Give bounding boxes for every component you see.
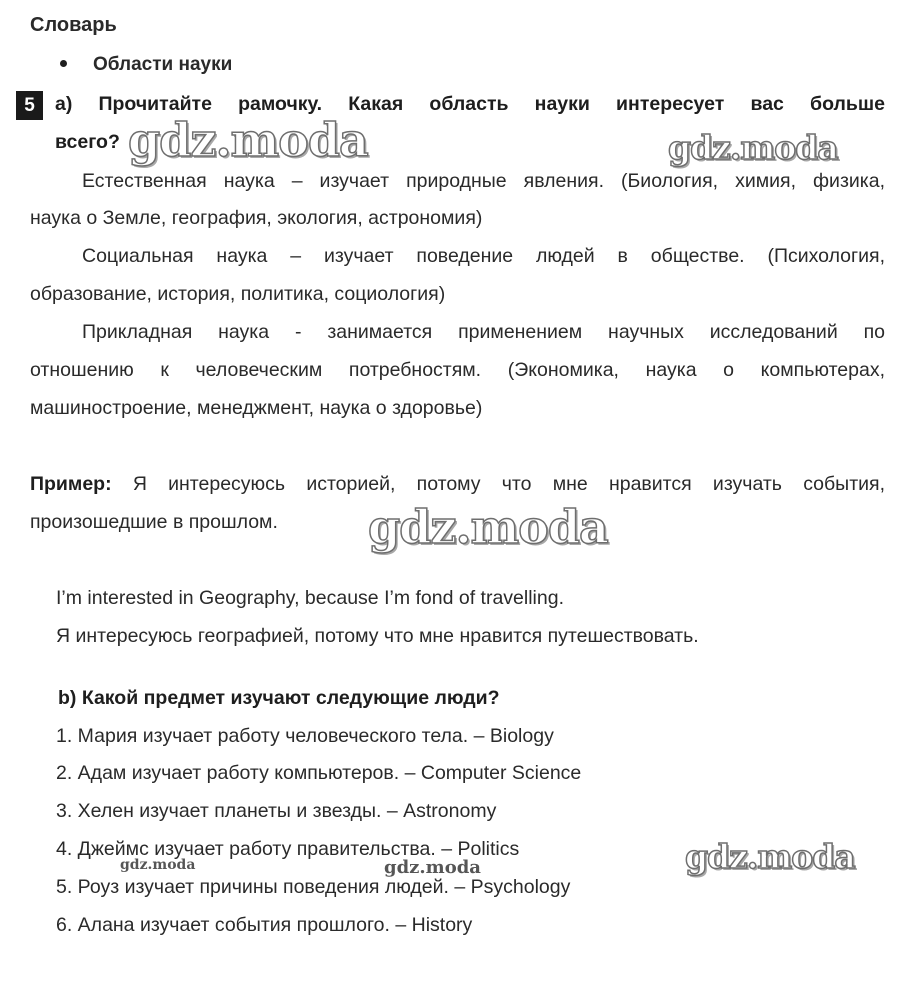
list-item: 6. Алана изучает события прошлого. – History <box>56 914 473 936</box>
list-item: 2. Адам изучает работу компьютеров. – Computer Science <box>56 762 582 784</box>
applied-science-line3: машиностроение, менеджмент, наука о здоровье) <box>30 397 483 419</box>
watermark: gdz.moda <box>685 837 855 876</box>
social-science-line2: образование, история, политика, социология) <box>30 283 446 305</box>
watermark: gdz.moda <box>384 857 481 878</box>
exercise-number-badge: 5 <box>16 91 43 120</box>
natural-science-line1: Естественная наука – изучает природные явления. (Биология, химия, физика, <box>82 170 885 192</box>
list-item: 4. Джеймс изучает работу правительства. – Politics <box>56 838 520 860</box>
watermark: gdz.moda <box>668 128 838 167</box>
applied-science-line1: Прикладная наука - занимается применением научных исследований по <box>82 321 885 343</box>
watermark: gdz.moda <box>128 113 368 167</box>
answer-russian: Я интересуюсь географией, потому что мне нравится путешествовать. <box>56 625 699 647</box>
example-line2: произошедшие в прошлом. <box>30 511 278 533</box>
question-a-line2: всего? <box>55 131 120 153</box>
bullet-item <box>60 53 232 77</box>
watermark: gdz.moda <box>368 500 608 554</box>
list-item: 5. Роуз изучает причины поведения людей. – Psychology <box>56 876 571 898</box>
answer-english: I’m interested in Geography, because I’m fond of travelling. <box>56 587 564 609</box>
example-line1 <box>30 472 885 496</box>
applied-science-line2: отношению к человеческим потребностям. (Экономика, наука о компьютерах, <box>30 359 885 381</box>
list-item: 1. Мария изучает работу человеческого тела. – Biology <box>56 725 554 747</box>
bullet-dot-icon <box>60 60 67 67</box>
natural-science-line2: наука о Земле, география, экология, астрономия) <box>30 207 483 229</box>
watermark: gdz.moda <box>120 857 196 873</box>
question-a-line1: a) Прочитайте рамочку. Какая область науки интересует вас больше <box>55 93 885 115</box>
question-b: b) Какой предмет изучают следующие люди? <box>58 687 500 709</box>
example-label: Пример: <box>30 473 112 495</box>
page-heading: Словарь <box>30 14 117 36</box>
social-science-line1: Социальная наука – изучает поведение людей в обществе. (Психология, <box>82 245 885 267</box>
example-text: Я интересуюсь историей, потому что мне нравится изучать события, <box>132 473 885 495</box>
list-item: 3. Хелен изучает планеты и звезды. – Astronomy <box>56 800 497 822</box>
bullet-title: Области науки <box>93 54 233 75</box>
